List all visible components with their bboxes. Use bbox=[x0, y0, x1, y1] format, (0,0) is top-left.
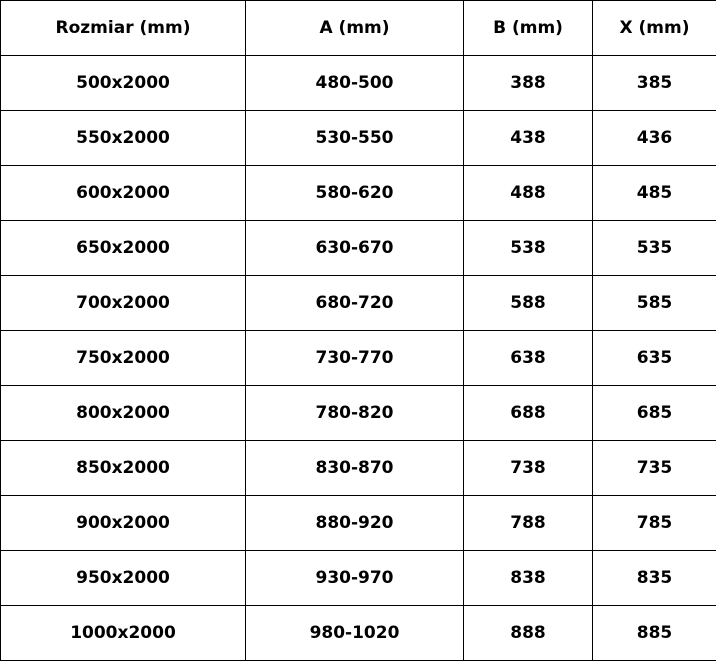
column-header-b: B (mm) bbox=[464, 1, 593, 56]
cell-x: 635 bbox=[593, 331, 716, 386]
cell-x: 585 bbox=[593, 276, 716, 331]
cell-b: 688 bbox=[464, 386, 593, 441]
table-row bbox=[1, 496, 716, 551]
cell-x: 535 bbox=[593, 221, 716, 276]
table-header-row bbox=[1, 1, 716, 56]
cell-a: 630-670 bbox=[246, 221, 464, 276]
cell-b: 638 bbox=[464, 331, 593, 386]
cell-size: 750x2000 bbox=[1, 331, 246, 386]
cell-x: 785 bbox=[593, 496, 716, 551]
table-row bbox=[1, 606, 716, 661]
column-header-a: A (mm) bbox=[246, 1, 464, 56]
cell-b: 738 bbox=[464, 441, 593, 496]
table-row bbox=[1, 221, 716, 276]
cell-size: 900x2000 bbox=[1, 496, 246, 551]
table-row bbox=[1, 386, 716, 441]
cell-x: 735 bbox=[593, 441, 716, 496]
cell-size: 700x2000 bbox=[1, 276, 246, 331]
cell-x: 436 bbox=[593, 111, 716, 166]
table-row bbox=[1, 166, 716, 221]
cell-a: 580-620 bbox=[246, 166, 464, 221]
cell-b: 538 bbox=[464, 221, 593, 276]
cell-a: 780-820 bbox=[246, 386, 464, 441]
cell-a: 830-870 bbox=[246, 441, 464, 496]
cell-size: 1000x2000 bbox=[1, 606, 246, 661]
cell-size: 500x2000 bbox=[1, 56, 246, 111]
cell-size: 600x2000 bbox=[1, 166, 246, 221]
column-header-x: X (mm) bbox=[593, 1, 716, 56]
cell-x: 685 bbox=[593, 386, 716, 441]
cell-x: 385 bbox=[593, 56, 716, 111]
cell-x: 485 bbox=[593, 166, 716, 221]
cell-b: 888 bbox=[464, 606, 593, 661]
cell-size: 950x2000 bbox=[1, 551, 246, 606]
table-row bbox=[1, 331, 716, 386]
cell-a: 880-920 bbox=[246, 496, 464, 551]
cell-a: 480-500 bbox=[246, 56, 464, 111]
table-row bbox=[1, 441, 716, 496]
cell-a: 980-1020 bbox=[246, 606, 464, 661]
cell-b: 488 bbox=[464, 166, 593, 221]
cell-b: 788 bbox=[464, 496, 593, 551]
cell-b: 588 bbox=[464, 276, 593, 331]
cell-a: 530-550 bbox=[246, 111, 464, 166]
cell-size: 850x2000 bbox=[1, 441, 246, 496]
cell-size: 800x2000 bbox=[1, 386, 246, 441]
table-row bbox=[1, 276, 716, 331]
cell-a: 930-970 bbox=[246, 551, 464, 606]
cell-size: 650x2000 bbox=[1, 221, 246, 276]
cell-a: 730-770 bbox=[246, 331, 464, 386]
cell-size: 550x2000 bbox=[1, 111, 246, 166]
cell-b: 838 bbox=[464, 551, 593, 606]
table-row bbox=[1, 56, 716, 111]
cell-x: 885 bbox=[593, 606, 716, 661]
cell-b: 388 bbox=[464, 56, 593, 111]
cell-a: 680-720 bbox=[246, 276, 464, 331]
table-row bbox=[1, 111, 716, 166]
table-header bbox=[1, 1, 716, 56]
table-row bbox=[1, 551, 716, 606]
cell-x: 835 bbox=[593, 551, 716, 606]
cell-b: 438 bbox=[464, 111, 593, 166]
column-header-size: Rozmiar (mm) bbox=[1, 1, 246, 56]
table-body bbox=[1, 56, 716, 661]
